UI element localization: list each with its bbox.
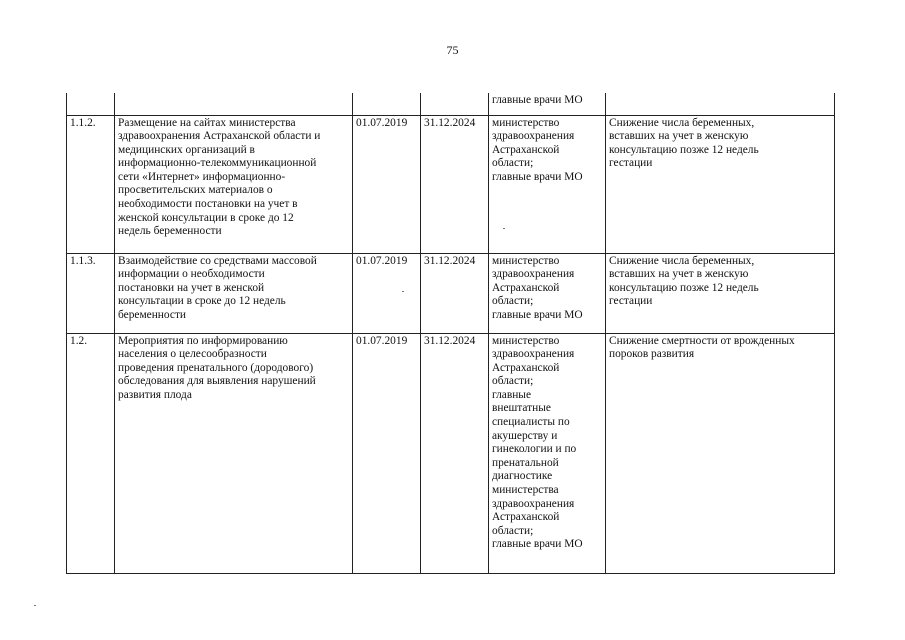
cell-result <box>606 93 835 115</box>
cell-start-date: 01.07.2019 <box>353 253 421 333</box>
table-row <box>67 115 835 253</box>
cell-result: Снижение числа беременных, вставших на учет в женскую консультацию позже 12 недель гестации <box>606 253 835 333</box>
measures-table <box>66 93 835 574</box>
scan-speck <box>503 228 505 229</box>
cell-responsible: главные врачи МО <box>489 93 606 115</box>
scan-speck <box>402 291 404 292</box>
cell-action <box>115 93 353 115</box>
cell-responsible: министерство здравоохранения Астраханской области; главные внештатные специалисты по акушерству и гинекологии и по пренатальной диагностике министерства здравоохранения Астраханской области; главные врачи МО <box>489 333 606 573</box>
cell-end-date: 31.12.2024 <box>421 333 489 573</box>
scan-speck <box>34 605 36 606</box>
cell-start-date <box>353 93 421 115</box>
cell-start-date: 01.07.2019 <box>353 115 421 253</box>
cell-number <box>67 93 115 115</box>
cell-result: Снижение смертности от врожденных пороков развития <box>606 333 835 573</box>
cell-end-date: 31.12.2024 <box>421 115 489 253</box>
table-row <box>67 253 835 333</box>
table-row <box>67 333 835 573</box>
page-number: 75 <box>446 43 459 57</box>
table-row-continued <box>67 93 835 115</box>
cell-end-date <box>421 93 489 115</box>
cell-start-date: 01.07.2019 <box>353 333 421 573</box>
cell-action: Взаимодействие со средствами массовой информации о необходимости постановки на учет в женской консультации в сроке до 12 недель беременности <box>115 253 353 333</box>
cell-number: 1.1.2. <box>67 115 115 253</box>
cell-end-date: 31.12.2024 <box>421 253 489 333</box>
cell-number: 1.2. <box>67 333 115 573</box>
cell-action: Размещение на сайтах министерства здравоохранения Астраханской области и медицинских организаций в информационно-телекоммуникационной сети «Интернет» информационно- просветительских материалов о необходимости постановки на учет в женской консультации в сроке до 12 недель беременности <box>115 115 353 253</box>
cell-number: 1.1.3. <box>67 253 115 333</box>
cell-responsible: министерство здравоохранения Астраханской области; главные врачи МО <box>489 253 606 333</box>
cell-result: Снижение числа беременных, вставших на учет в женскую консультацию позже 12 недель гестации <box>606 115 835 253</box>
cell-responsible: министерство здравоохранения Астраханской области; главные врачи МО <box>489 115 606 253</box>
cell-action: Мероприятия по информированию населения о целесообразности проведения пренатального (дородового) обследования для выявления нарушений развития плода <box>115 333 353 573</box>
